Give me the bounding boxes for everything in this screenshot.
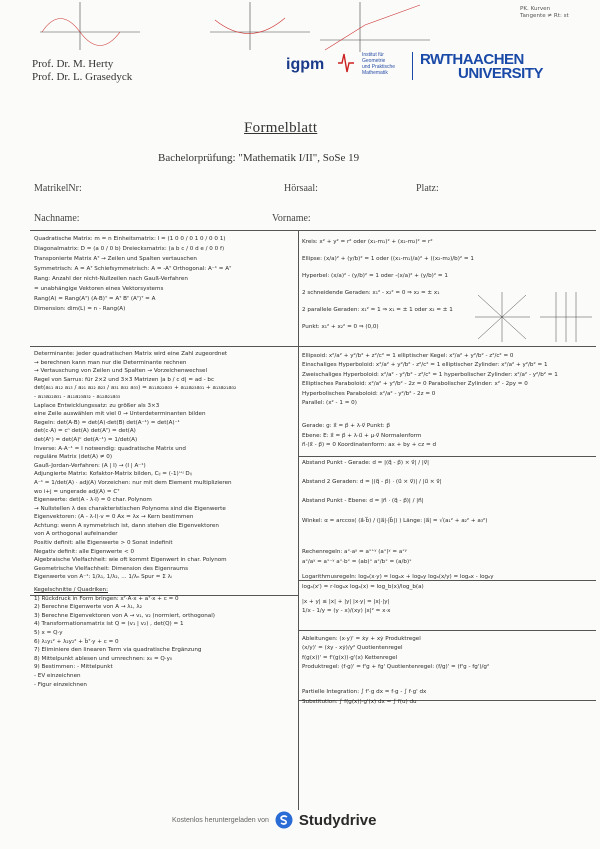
notes-determinants <box>34 350 296 689</box>
note-line: Zweischaliges Hyperboloid: x²/a² - y²/b² - z²/c² = 1 hyperbolischer Zylinder: x²/a² - y²/b² = 1 <box>302 371 558 378</box>
platz-label: Platz: <box>416 183 439 194</box>
professor-herty: Prof. Dr. M. Herty <box>32 58 114 70</box>
note-line: von A orthogonal aufeinander <box>34 531 118 538</box>
sheet-subtitle: Bachelorprüfung: "Mathematik I/II", SoSe 19 <box>158 152 360 164</box>
top-note-line-2: Tangente ≠ Rt: st <box>520 13 569 20</box>
note-line: Achtung: wenn A symmetrisch ist, dann stehen die Eigenvektoren <box>34 522 219 529</box>
nachname-label: Nachname: <box>34 213 80 224</box>
note-line: Symmetrisch: A = Aᵀ Schiefsymmetrisch: A = -Aᵀ Orthogonal: A⁻¹ = Aᵀ <box>34 266 232 272</box>
inst-line-2: Geometrie <box>362 58 386 64</box>
note-line: Positiv definit: alle Eigenwerte > 0 Sonst indefinit <box>34 540 173 547</box>
note-line: logₐ(xʳ) = r·logₐx logₐ(x) = log_b(x)/log_b(a) <box>302 583 424 590</box>
top-note <box>520 6 569 20</box>
note-line: Gauß-Jordan-Verfahren: (A | I) → (I | A⁻¹) <box>34 462 146 469</box>
note-line: → Vertauschung von Zeilen und Spalten → Vorzeichenwechsel <box>34 368 208 375</box>
note-line: 1/x - 1/y = (y - x)/(xy) |x|² = x·x <box>302 608 391 615</box>
note-line: det(Aᵏ) = det(A)ᵏ det(A⁻¹) = 1/det(A) <box>34 436 138 443</box>
note-line: = unabhängige Vektoren eines Vektorsystems <box>34 286 164 292</box>
note-line: Negativ definit: alle Eigenwerte < 0 <box>34 548 135 555</box>
studydrive-brand: Studydrive <box>298 811 377 829</box>
note-line: n⃗·(x⃗ - p⃗) = 0 Koordinatenform: ax + by + cz = d <box>302 442 436 449</box>
note-line: Logarithmusregeln: logₐ(x·y) = logₐx + logₐy logₐ(x/y) = logₐx - logₐy <box>302 574 494 581</box>
note-line: 8) Mittelpunkt ablesen und umrechnen: x₀ = Q·y₀ <box>34 655 173 662</box>
grid-line-right-1 <box>298 346 596 347</box>
note-line: Dimension: dim(L) = n - Rang(A) <box>34 306 126 312</box>
top-sketch-graphs <box>20 0 440 55</box>
note-line: Ellipsoid: x²/a² + y²/b² + z²/c² = 1 elliptischer Kegel: x²/a² + y²/b² - z²/c² = 0 <box>302 353 514 359</box>
notes-quadrics-geometry <box>302 352 594 707</box>
note-line: 1) Rückdruck in Form bringen: xᵀ·A·x + aᵀ·x + c = 0 <box>34 595 179 602</box>
rwth-line-2: UNIVERSITY <box>458 65 544 82</box>
footer-watermark <box>172 808 442 832</box>
note-line: 2 parallele Geraden: x₁² = 1 ⇒ x₁ = ± 1 oder x₂ = ± 1 <box>302 307 453 313</box>
note-line: 6) λ₁y₁² + λ₂y₂² + b̃ᵀ·y + c = 0 <box>34 638 119 645</box>
note-line: Abstand 2 Geraden: d = |(q⃗ - p⃗) · (u⃗ × v⃗)| / |u⃗ × v⃗| <box>302 479 442 486</box>
note-line: Inverse: A·A⁻¹ = I notwendig: quadratische Matrix und <box>34 445 186 452</box>
professor-grasedyck: Prof. Dr. L. Grasedyck <box>32 71 133 83</box>
note-line: Hyperbolisches Paraboloid: x²/a² - y²/b² - 2z = 0 <box>302 390 436 397</box>
note-line: Ebene: E: x⃗ = p⃗ + λ·u⃗ + μ·v⃗ Normalenform <box>302 432 422 439</box>
note-line: (x/y)' = (ẋy - xẏ)/y² Quotientenregel <box>302 645 403 652</box>
note-line: Kreis: x² + y² = r² oder (x₁-m₁)² + (x₂-m₂)² = r² <box>302 239 433 245</box>
igpm-logo <box>286 56 324 74</box>
note-line: Elliptisches Paraboloid: x²/a² + y²/b² - 2z = 0 Parabolischer Zylinder: x² - 2py = 0 <box>302 381 528 388</box>
igpm-wave-icon <box>336 52 356 74</box>
notes-matrices <box>34 234 296 314</box>
grid-line-left-1 <box>30 346 298 347</box>
vorname-label: Vorname: <box>272 213 311 224</box>
note-line: Partielle Integration: ∫ f'·g dx = f·g - ∫ f·g' dx <box>302 689 427 696</box>
note-line: reguläre Matrix (det(A) ≠ 0) <box>34 454 113 461</box>
professors <box>32 58 132 84</box>
note-line: Regeln: det(A·B) = det(A)·det(B) det(A⁻¹) = det(A)⁻¹ <box>34 419 180 426</box>
note-line: wo i+j = ungerade adj(A) = Cᵀ <box>34 488 120 495</box>
rwth-logo <box>420 53 543 81</box>
institute-name <box>362 52 395 76</box>
note-line: Rechenregeln: aˣ·aʸ = aˣ⁺ʸ (aˣ)ʸ = aˣʸ <box>302 549 407 556</box>
note-line: Geometrische Vielfachheit: Dimension des Eigenraums <box>34 565 189 572</box>
note-line: Winkel: α = arccos( (a⃗·b⃗) / (|a⃗|·|b⃗|) ) Länge: |a⃗| = √(a₁² + a₂² + a₃²) <box>302 517 488 524</box>
note-line: Eigenwerte: det(A - λ·I) = 0 char. Polynom <box>34 497 152 504</box>
igpm-text: igpm <box>286 56 325 73</box>
note-line: Quadratische Matrix: m = n Einheitsmatrix: I = (1 0 0 / 0 1 0 / 0 0 1) <box>34 236 226 242</box>
note-line: Algebraische Vielfachheit: wie oft kommt Eigenwert in char. Polynom <box>34 557 227 564</box>
inst-line-1: Institut für <box>362 52 384 58</box>
note-line: |x + y| ≤ |x| + |y| |x·y| = |x|·|y| <box>302 598 390 605</box>
note-line: Rang: Anzahl der nicht-Nullzeilen nach Gauß-Verfahren <box>34 276 188 282</box>
note-line: Abstand Punkt - Gerade: d = |(q⃗ - p⃗) × v⃗| / |v⃗| <box>302 459 429 466</box>
download-text: Kostenlos heruntergeladen von <box>172 816 269 824</box>
sheet-title: Formelblatt <box>244 120 318 136</box>
note-line: - Figur einzeichnen <box>34 681 87 688</box>
note-line: det(a₁₁ a₁₂ a₁₃ / a₂₁ a₂₂ a₂₃ / a₃₁ a₃₂ a₃₃) = a₁₁a₂₂a₃₃ + a₁₂a₂₃a₃₁ + a₁₃a₂₁a₃₂ <box>34 385 237 392</box>
note-line: A⁻¹ = 1/det(A) · adj(A) Vorzeichen: nur mit dem Element multiplizieren <box>34 479 232 486</box>
note-line: det(c·A) = cⁿ det(A) det(Aᵀ) = det(A) <box>34 428 136 435</box>
note-line: - a₁₃a₂₂a₃₁ - a₁₁a₂₃a₃₂ - a₁₂a₂₁a₃₃ <box>34 393 121 400</box>
note-line: → Nullstellen λ des charakteristischen Polynoms sind die Eigenwerte <box>34 505 226 512</box>
note-line: Substitution: ∫ f(g(x))·g'(x) dx = ∫ f(u) du <box>302 698 417 705</box>
note-line: 5) x = Q·y <box>34 630 63 636</box>
conic-sketches <box>470 290 595 344</box>
note-line: 7) Eliminiere den linearen Term via quadratische Ergänzung <box>34 647 202 654</box>
inst-line-3: und Praktische <box>362 64 396 70</box>
note-line: → berechnen kann man nur die Determinante rechnen <box>34 359 187 366</box>
note-line: 2 schneidende Geraden: x₁² - x₂² = 0 ⇒ x₂ = ± x₁ <box>302 290 440 296</box>
note-line: Diagonalmatrix: D = (a 0 / 0 b) Dreiecksmatrix: (a b c / 0 d e / 0 0 f) <box>34 246 225 252</box>
note-line: Kegelschnitte / Quadriken: <box>34 587 108 594</box>
note-line: Parallel: (x² - 1 = 0) <box>302 400 357 407</box>
note-line: 2) Berechne Eigenwerte von A → λ₁, λ₂ <box>34 604 142 611</box>
note-line: Punkt: x₁² + x₂² = 0 ⇒ (0,0) <box>302 324 379 330</box>
note-line: aˣ/aʸ = aˣ⁻ʸ aˣ·bˣ = (ab)ˣ aˣ/bˣ = (a/b)ˣ <box>302 558 412 565</box>
note-line: Abstand Punkt - Ebene: d = |n⃗ · (q⃗ - p⃗)| / |n⃗| <box>302 498 424 505</box>
note-line: 9) Bestimmen: - Mittelpunkt <box>34 664 113 671</box>
note-line: Ellipse: (x/a)² + (y/b)² = 1 oder ((x₁-m₁)/a)² + ((x₂-m₂)/b)² = 1 <box>302 256 474 262</box>
hoersaal-label: Hörsaal: <box>284 183 318 194</box>
studydrive-logo-icon <box>275 811 293 829</box>
top-note-line-1: PK. Kurven <box>520 6 551 12</box>
rwth-line-1: RWTHAACHEN <box>420 51 524 68</box>
rwth-divider <box>412 52 413 80</box>
note-line: Regel von Sarrus: für 2×2 und 3×3 Matrizen |a b / c d| = ad - bc <box>34 376 215 383</box>
note-line: eine Zeile auswählen mit viel 0 → Unterdeterminanten bilden <box>34 411 206 418</box>
note-line: Rang(A) = Rang(Aᵀ) (A·B)ᵀ = Aᵀ Bᵀ (Aᵀ)ᵀ = A <box>34 296 156 302</box>
note-line: Gerade: g: x⃗ = p⃗ + λ·v⃗ Punkt: p⃗ <box>302 423 390 430</box>
note-line: f(g(x))' = f'(g(x))·g'(x) Kettenregel <box>302 654 398 661</box>
note-line: 4) Transformationsmatrix ist Q = (v₁ | v₂) , det(Q) = 1 <box>34 621 184 628</box>
note-line: Adjungierte Matrix: Kofaktor-Matrix bilden, Cᵢⱼ = (-1)ⁱ⁺ʲ Dᵢⱼ <box>34 471 192 478</box>
note-line: Determinante: jeder quadratischen Matrix wird eine Zahl zugeordnet <box>34 351 228 357</box>
grid-line-middle <box>298 230 299 810</box>
note-line: 3) Berechne Eigenvektoren von A → v₁, v₂ (normiert, orthogonal) <box>34 612 215 619</box>
note-line: Einschaliges Hyperboloid: x²/a² + y²/b² - z²/c² = 1 elliptischer Zylinder: x²/a² + y²/b² = 1 <box>302 362 548 369</box>
note-line: Eigenwerte von A⁻¹: 1/λ₁, 1/λ₂, ... 1/λₙ Spur = Σ λᵢ <box>34 574 172 581</box>
note-line: Transponierte Matrix Aᵀ → Zeilen und Spalten vertauschen <box>34 256 197 262</box>
note-line: Laplace Entwicklungssatz: zu größer als 3×3 <box>34 402 160 409</box>
inst-line-4: Mathematik <box>362 70 388 76</box>
note-line: Produktregel: (f·g)' = f'g + fg' Quotientenregel: (f/g)' = (f'g - fg')/g² <box>302 663 490 670</box>
note-line: Hyperbel: (x/a)² - (y/b)² = 1 oder -(x/a)² + (y/b)² = 1 <box>302 273 448 279</box>
note-line: Ableitungen: (x·y)' = ẋy + xẏ Produktregel <box>302 635 421 642</box>
grid-line-top <box>30 230 596 231</box>
note-line: - EV einzeichnen <box>34 672 81 679</box>
matrikel-label: MatrikelNr: <box>34 183 82 194</box>
note-line: Eigenvektoren: (A - λ·I)·v = 0 Ax = λx → Kern bestimmen <box>34 514 194 521</box>
